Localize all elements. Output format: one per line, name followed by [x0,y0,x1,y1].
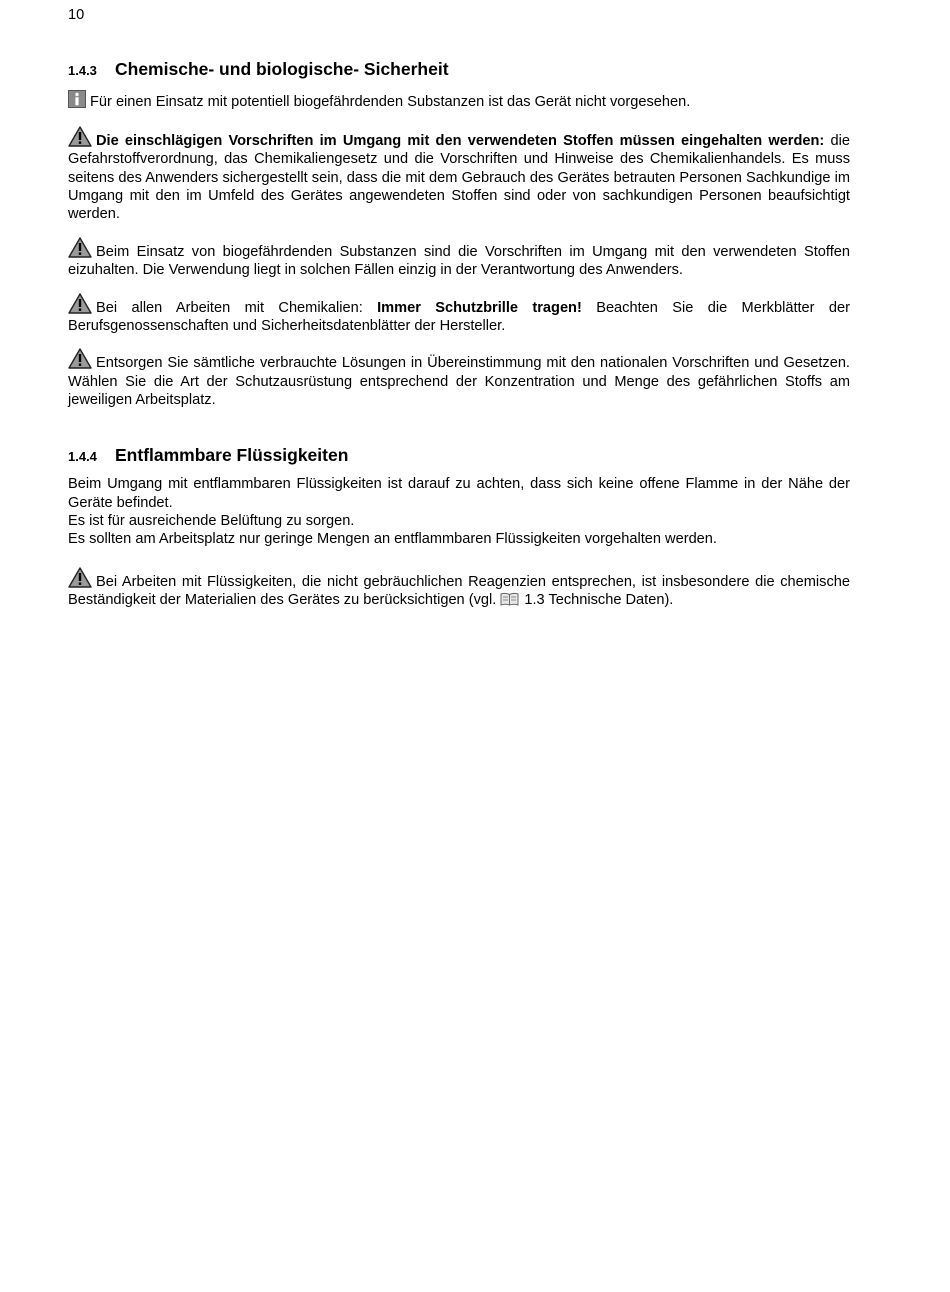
section-heading-1-4-4 [68,446,850,466]
warning-triangle-icon [68,348,92,369]
info-text: Für einen Einsatz mit potentiell biogefährdenden Substanzen ist das Gerät nicht vorgesehen. [90,94,691,111]
section-title: Chemische- und biologische- Sicherheit [115,59,449,79]
body-paragraph: Beim Umgang mit entflammbaren Flüssigkeiten ist darauf zu achten, dass sich keine offene Flamme in der Nähe der Geräte befindet. [68,476,850,511]
reference-link[interactable]: 1.3 Technische Daten). [524,592,674,609]
page-number: 10 [68,7,85,23]
warning-text: Beachten Sie die Merkblätter der Berufsgenossenschaften und Sicherheitsdatenblätter der Hersteller. [68,299,850,335]
warning-paragraph [68,237,850,280]
warning-triangle-icon [68,293,92,314]
warning-paragraph [68,126,850,224]
flammable-paragraphs [68,475,850,549]
warning-triangle-icon [68,567,92,588]
document-body [68,60,850,610]
body-paragraph: Es ist für ausreichende Belüftung zu sorgen. [68,512,355,529]
warning-text: die Gefahrstoffverordnung, das Chemikaliengesetz und die Vorschriften und Hinweise des Chemikalienhandels. Es muss seitens des Anwenders sichergestellt sein, dass die mit dem Gebrauch des Gerätes betrauten Personen Sachkundige im Umgang mit den im Umfeld des Gerätes angewendeten Stoffen sind oder von sachkundigen Personen beaufsichtigt werden. [68,132,850,223]
warning-text: Entsorgen Sie sämtliche verbrauchte Lösungen in Übereinstimmung mit den nationalen Vorschriften und Gesetzen. Wählen Sie die Art der Schutzausrüstung entsprechend der Konzentration und Menge des gefährlichen Stoffs am jeweiligen Arbeitsplatz. [68,355,850,409]
info-icon [68,90,86,108]
section-heading-1-4-3 [68,60,850,80]
warning-triangle-icon [68,126,92,147]
warning-paragraph [68,293,850,336]
warning-text: Bei Arbeiten mit Flüssigkeiten, die nicht gebräuchlichen Reagenzien entsprechen, ist insbesondere die chemische Beständigkeit der Materialien des Gerätes zu berücksichtigen (vgl. [68,573,850,609]
section-number: 1.4.3 [68,63,97,78]
info-paragraph [68,90,850,111]
warning-triangle-icon [68,237,92,258]
section-title: Entflammbare Flüssigkeiten [115,444,349,465]
warning-bold-text: Die einschlägigen Vorschriften im Umgang mit den verwendeten Stoffen müssen eingehalten werden: [96,132,825,149]
warning-text: Beim Einsatz von biogefährdenden Substanzen sind die Vorschriften im Umgang mit den verwendeten Stoffen eizuhalten. Die Verwendung liegt in solchen Fällen einzig in der Verantwortung des Anwenders. [68,243,850,279]
warning-bold-text: Immer Schutzbrille tragen! [377,299,582,316]
warning-text: Bei allen Arbeiten mit Chemikalien: [96,299,378,316]
book-icon [500,592,519,606]
section-number: 1.4.4 [68,448,97,464]
warning-paragraph [68,348,850,409]
warning-paragraph [68,567,850,610]
body-paragraph: Es sollten am Arbeitsplatz nur geringe Mengen an entflammbaren Flüssigkeiten vorgehalten werden. [68,531,717,548]
